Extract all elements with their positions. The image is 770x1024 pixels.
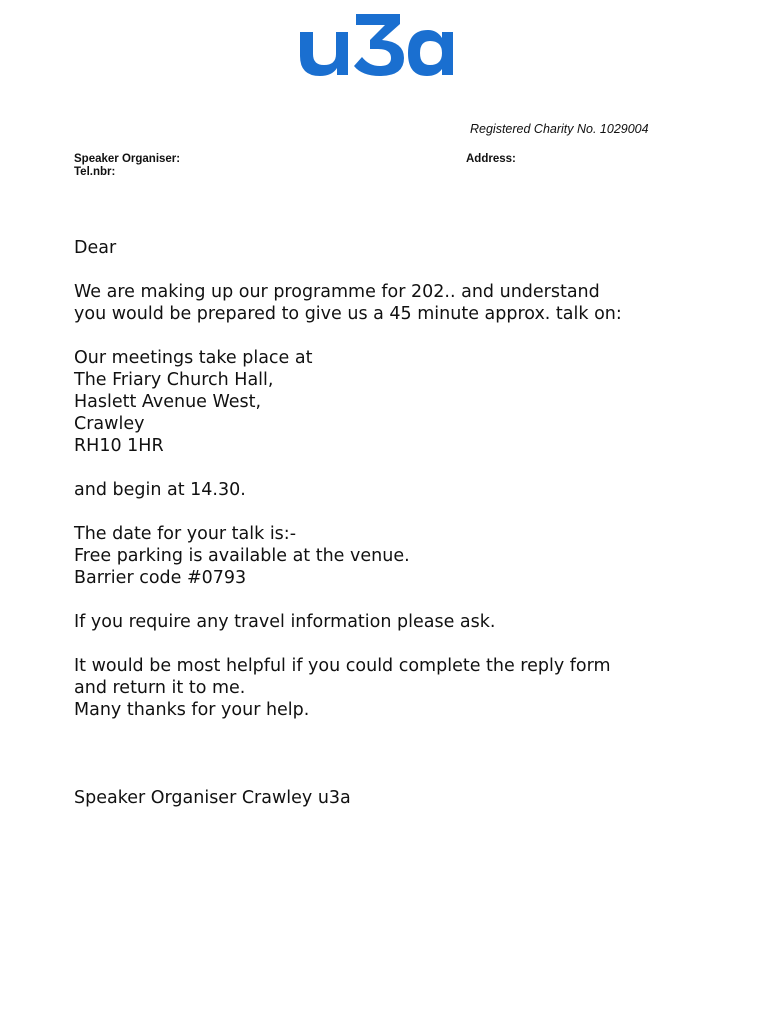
salutation: Dear (74, 238, 117, 258)
venue-line: Our meetings take place at (74, 348, 313, 368)
start-time: and begin at 14.30. (74, 480, 246, 500)
talk-info-line: Free parking is available at the venue. (74, 546, 410, 566)
intro-line: you would be prepared to give us a 45 minute approx. talk on: (74, 304, 622, 324)
venue-line: Crawley (74, 414, 145, 434)
closing-line: Many thanks for your help. (74, 700, 310, 720)
talk-info-line: Barrier code #0793 (74, 568, 247, 588)
closing-line: It would be most helpful if you could complete the reply form (74, 656, 611, 676)
venue-line: RH10 1HR (74, 436, 164, 456)
letter-body (74, 237, 734, 809)
talk-info-line: The date for your talk is:- (74, 524, 297, 544)
closing-line: and return it to me. (74, 678, 246, 698)
u3a-logo (296, 10, 454, 80)
intro-line: We are making up our programme for 202.. and understand (74, 282, 600, 302)
charity-number: Registered Charity No. 1029004 (470, 122, 649, 136)
address-label: Address: (466, 153, 516, 165)
tel-label: Tel.nbr: (74, 166, 116, 178)
venue-line: Haslett Avenue West, (74, 392, 262, 412)
speaker-organiser-label: Speaker Organiser: (74, 153, 181, 165)
signature: Speaker Organiser Crawley u3a (74, 788, 351, 808)
travel-line: If you require any travel information please ask. (74, 612, 496, 632)
venue-line: The Friary Church Hall, (74, 370, 274, 390)
